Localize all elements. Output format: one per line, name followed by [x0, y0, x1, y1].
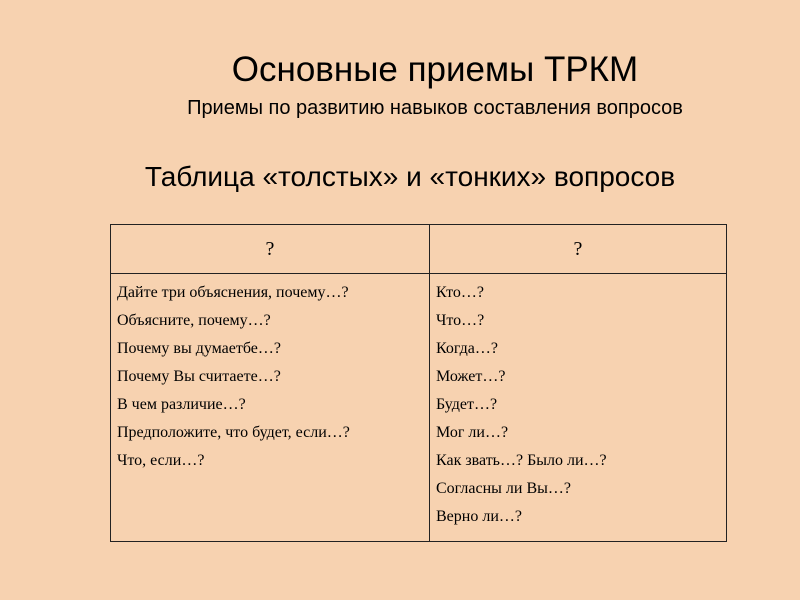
slide-title: Основные приемы ТРКМ: [231, 50, 639, 89]
slide-subtitle: Приемы по развитию навыков составления вопросов: [187, 97, 683, 119]
list-item: Предположите, что будет, если…?: [117, 424, 350, 441]
questions-table: [110, 224, 727, 542]
table-header-row: [111, 225, 727, 274]
list-item: Как звать…? Было ли…?: [436, 452, 607, 469]
list-item: Почему вы думаетбе…?: [117, 340, 281, 357]
list-item: Будет…?: [436, 396, 498, 413]
table-heading: Таблица «толстых» и «тонких» вопросов: [144, 161, 676, 192]
thin-questions-cell: [430, 274, 727, 542]
list-item: Мог ли…?: [436, 424, 509, 441]
header-thin-questions: ?: [430, 225, 727, 274]
thick-questions-cell: [111, 274, 430, 542]
list-item: Верно ли…?: [436, 508, 522, 525]
header-thick-questions: ?: [111, 225, 430, 274]
thin-questions-list: [436, 279, 720, 531]
list-item: Когда…?: [436, 340, 498, 357]
list-item: Объясните, почему…?: [117, 312, 271, 329]
list-item: Дайте три объяснения, почему…?: [117, 284, 349, 301]
list-item: Кто…?: [436, 284, 484, 301]
list-item: Что…?: [436, 312, 485, 329]
table-row: [111, 274, 727, 542]
list-item: Может…?: [436, 368, 506, 385]
list-item: В чем различие…?: [117, 396, 246, 413]
list-item: Почему Вы считаете…?: [117, 368, 281, 385]
list-item: Что, если…?: [117, 452, 205, 469]
thick-questions-list: [117, 279, 423, 475]
list-item: Согласны ли Вы…?: [436, 480, 571, 497]
